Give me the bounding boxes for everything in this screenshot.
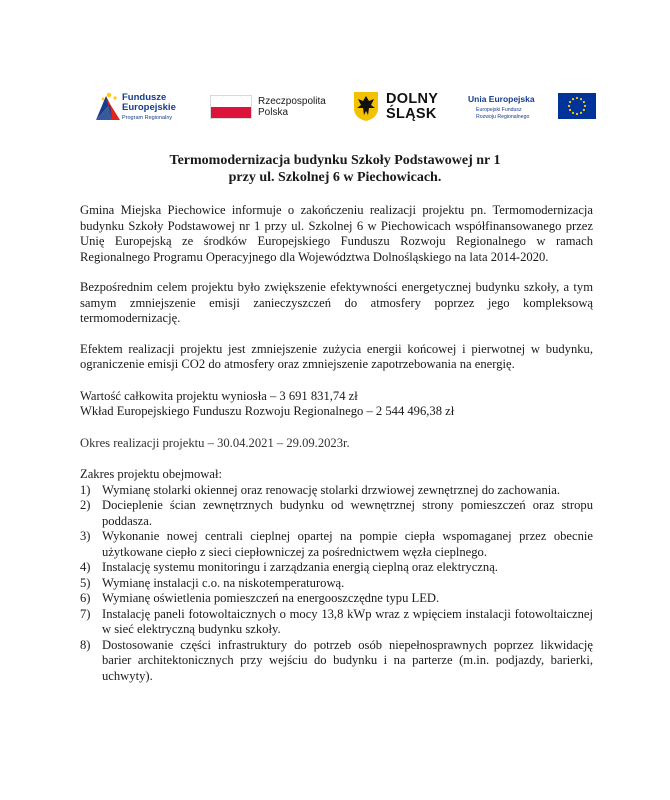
- ue-name: Unia Europejska: [468, 94, 535, 104]
- dolny-slask-logo: [352, 84, 444, 130]
- poland-flag-icon: [210, 95, 252, 119]
- document-title: [78, 152, 592, 186]
- paragraph-effect: Efektem realizacji projektu jest zmniejszenie zużycia energii końcowej i pierwotnej w budynku, ograniczenie emisji CO2 do atmosfery oraz zmniejszenie zapotrzebowania na energię.: [80, 341, 593, 371]
- title-line2: przy ul. Szkolnej 6 w Piechowicach.: [228, 170, 442, 185]
- document-body: [80, 203, 593, 684]
- ds-name-line2: ŚLĄSK: [386, 106, 437, 122]
- project-values: [80, 389, 593, 420]
- rp-name-line1: Rzeczpospolita: [258, 96, 326, 107]
- ue-fund-line2: Rozwoju Regionalnego: [476, 114, 530, 120]
- ds-name-line1: DOLNY: [386, 91, 439, 107]
- logo-bar: [96, 84, 596, 130]
- unia-europejska-logo: [468, 84, 596, 130]
- list-item: 8) Dostosowanie części infrastruktury do potrzeb osób niepełnosprawnych poprzez likwidację barier architektonicznych przy wejściu do budynku i na parterze (m.in. podjazdy, barierki, uchwyty).: [80, 637, 593, 683]
- list-item: 6) Wymianę oświetlenia pomieszczeń na energooszczędne typu LED.: [80, 591, 440, 605]
- eu-flag-icon: [558, 93, 596, 119]
- rp-name-line2: Polska: [258, 107, 289, 118]
- rzeczpospolita-polska-logo: [210, 84, 330, 130]
- list-item: 2) Docieplenie ścian zewnętrznych budynku od wewnętrznej strony pomieszczeń oraz stropu poddasza.: [80, 498, 593, 528]
- total-value: Wartość całkowita projektu wyniosła – 3 691 831,74 zł: [80, 388, 358, 403]
- paragraph-announcement: Gmina Miejska Piechowice informuje o zakończeniu realizacji projektu pn. Termomodernizacja budynku Szkoły Podstawowej nr 1 przy ul. Szkolnej 6 w Piechowicach współfinansowanego przez Unię Europejską ze środków Europejskiego Funduszu Rozwoju Regionalnego w ramach Regionalnego Programu Operacyjnego dla Województwa Dolnośląskiego na lata 2014-2020.: [80, 203, 593, 264]
- list-item: 5) Wymianę instalacji c.o. na niskotemperaturową.: [80, 575, 345, 590]
- efrr-contribution: Wkład Europejskiego Funduszu Rozwoju Regionalnego – 2 544 496,38 zł: [80, 404, 455, 418]
- fe-name-line2: Europejskie: [122, 102, 176, 113]
- paragraph-goal: Bezpośrednim celem projektu było zwiększenie efektywności energetycznej budynku szkoły, a tym samym zmniejszenie emisji zanieczyszczeń do atmosfery poprzez jego kompleksową termomodernizację.: [80, 280, 593, 325]
- list-item: 1) Wymianę stolarki okiennej oraz renowację stolarki drzwiowej zewnętrznej do zachowania.: [80, 482, 561, 497]
- fundusze-europejskie-icon: [96, 90, 120, 120]
- list-item: 7) Instalację paneli fotowoltaicznych o mocy 13,8 kWp wraz z wpięciem instalacji fotowoltaicznej w sieć elektryczną budynku szkoły.: [80, 606, 593, 636]
- fundusze-europejskie-logo: [96, 84, 206, 130]
- eagle-crest-icon: [352, 90, 380, 122]
- scope-list: [80, 483, 593, 685]
- realization-period: Okres realizacji projektu – 30.04.2021 – 29.09.2023r.: [80, 435, 350, 450]
- title-line1: Termomodernizacja budynku Szkoły Podstawowej nr 1: [169, 153, 501, 168]
- scope-title: Zakres projektu obejmował:: [80, 467, 222, 481]
- fe-program: Program Regionalny: [122, 115, 173, 121]
- list-item: 4) Instalację systemu monitoringu i zarządzania energią cieplną oraz elektryczną.: [80, 560, 498, 574]
- ue-fund-line1: Europejski Fundusz: [476, 107, 522, 113]
- fe-name-line1: Fundusze: [122, 92, 167, 103]
- list-item: 3) Wykonanie nowej centrali cieplnej opartej na pompie ciepła wspomaganej przez obecnie użytkowane ciepło z sieci ciepłowniczej za pośrednictwem węzła cieplnego.: [80, 529, 593, 559]
